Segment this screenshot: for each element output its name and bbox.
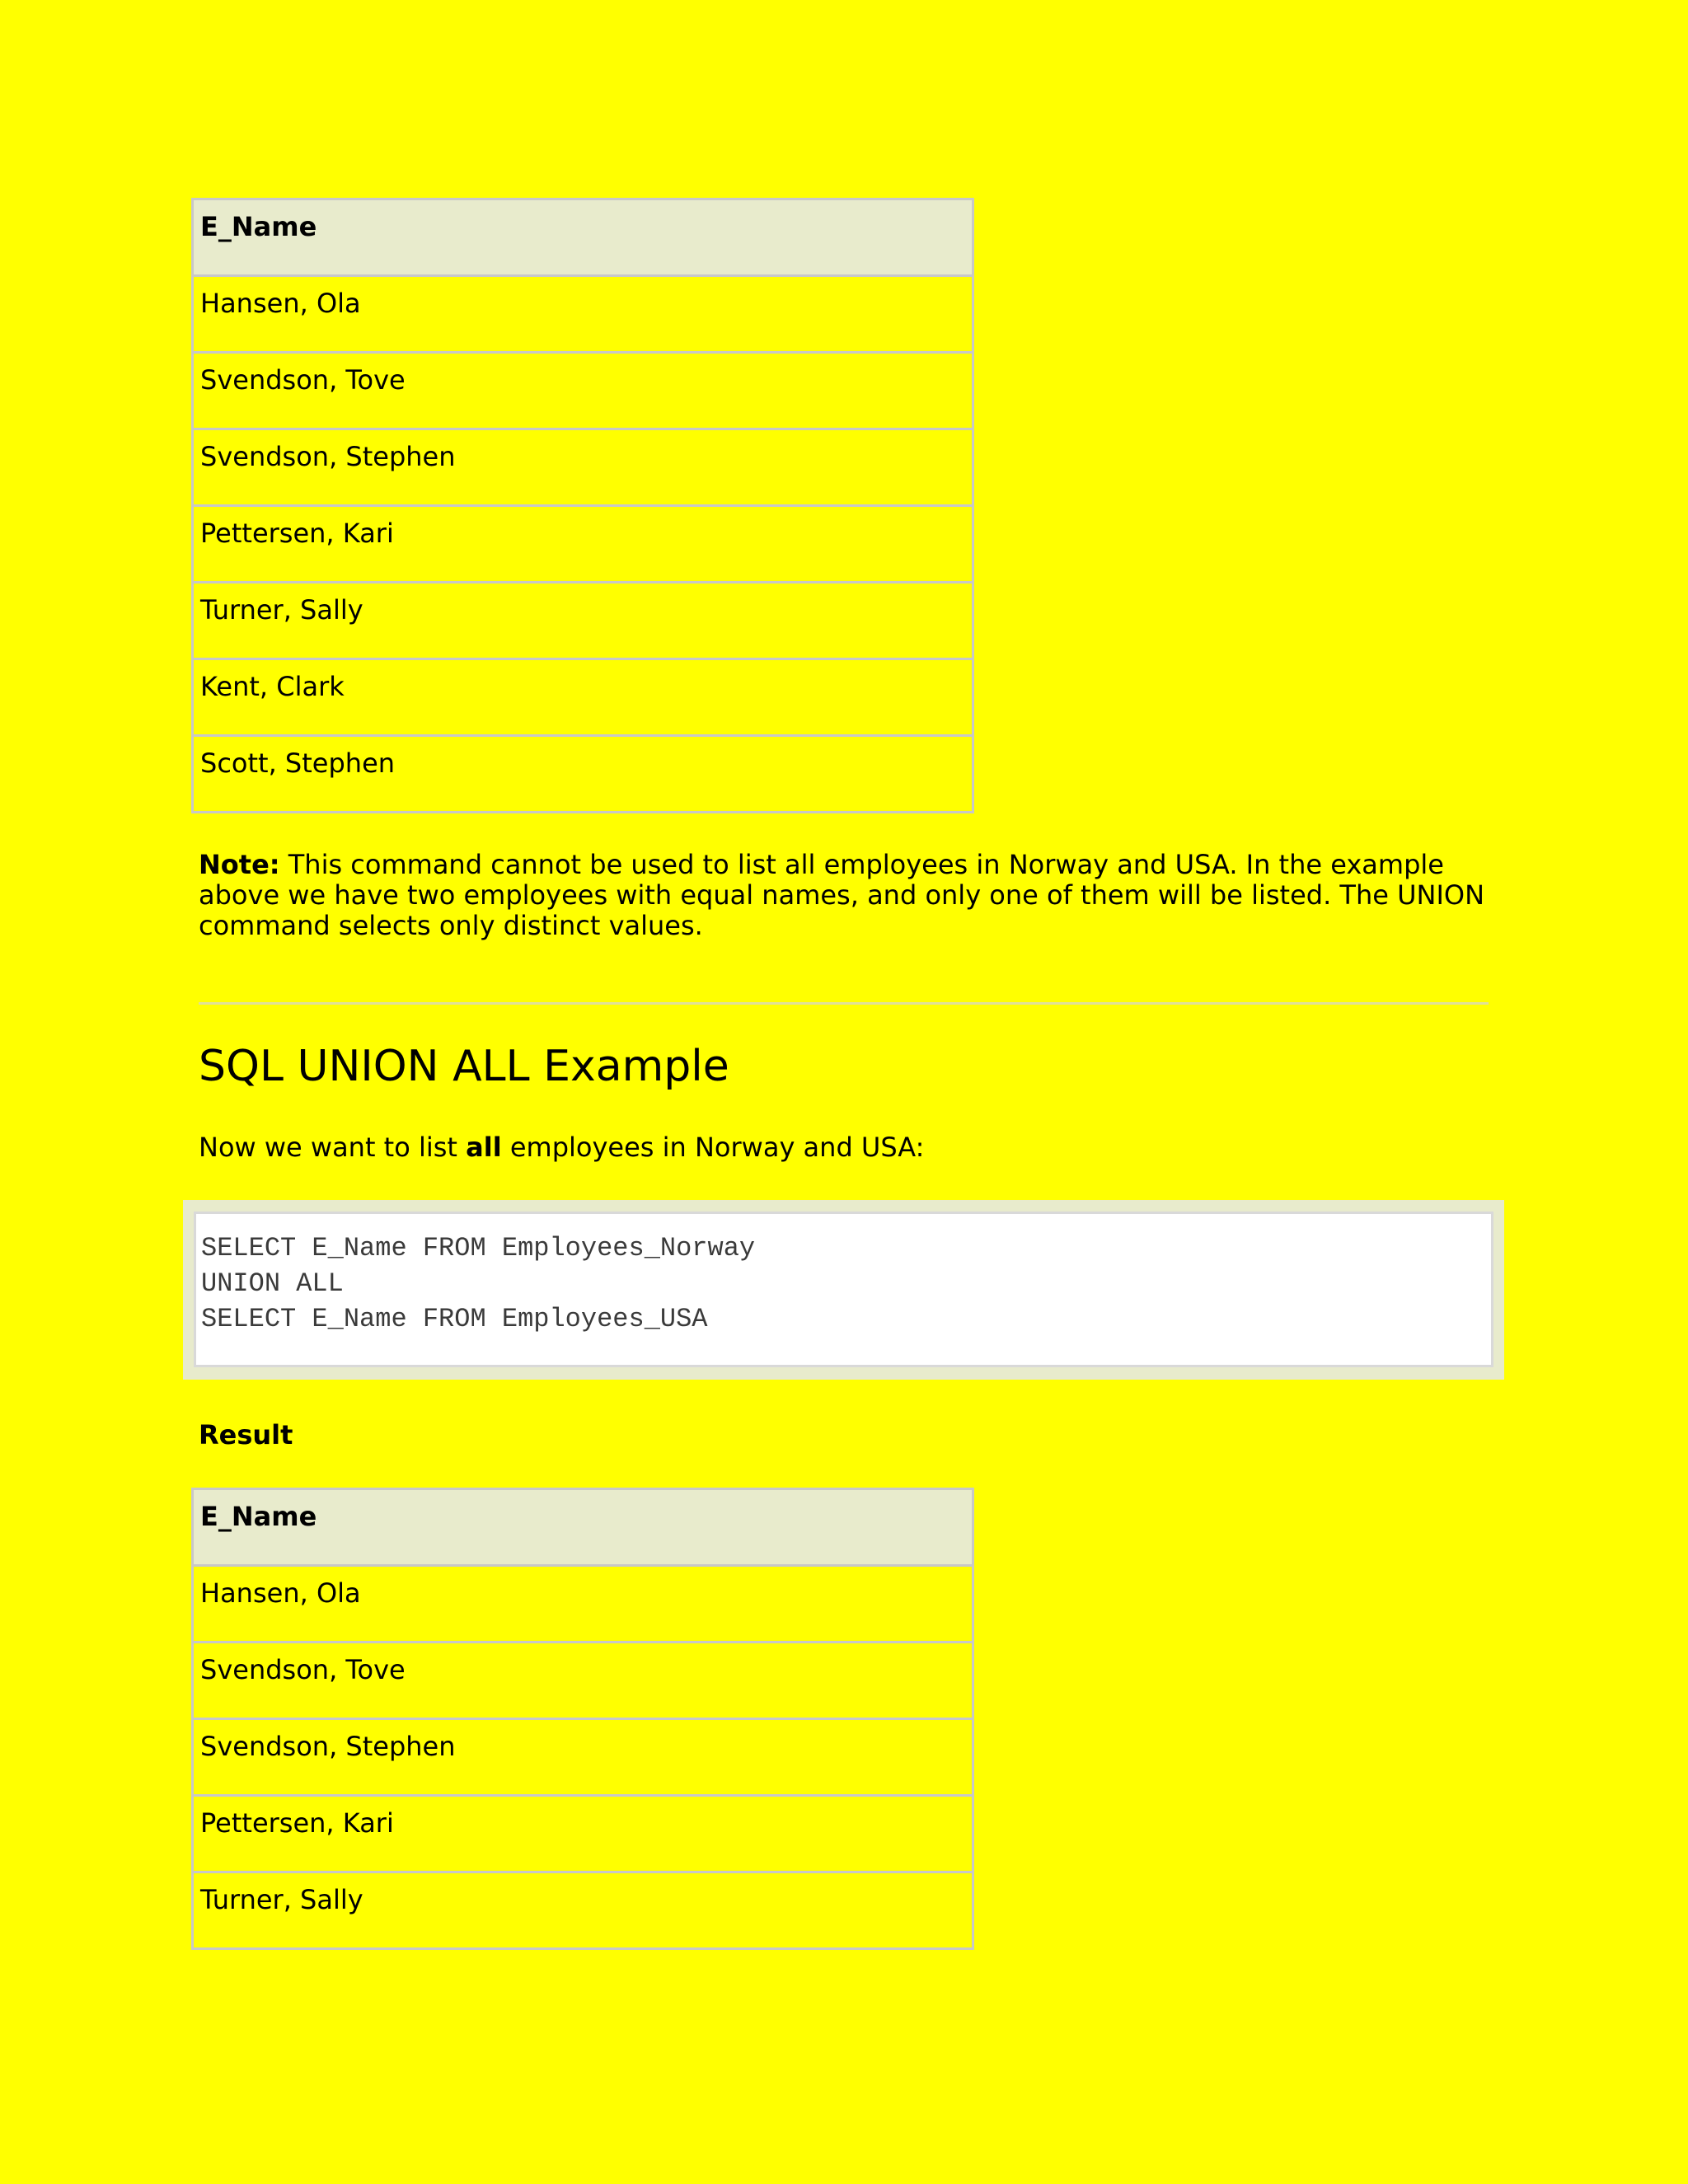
result-table-union-all: [191, 1488, 974, 1950]
intro-text-start: Now we want to list: [199, 1132, 467, 1163]
table-cell: Kent, Clark: [193, 659, 973, 736]
table-row: [193, 1872, 973, 1949]
note-paragraph: [199, 850, 1501, 941]
table-header-row: [193, 1489, 973, 1566]
intro-text-end: employees in Norway and USA:: [501, 1132, 925, 1163]
table-row: [193, 353, 973, 429]
table-cell: Turner, Sally: [193, 1872, 973, 1949]
table-row: [193, 1643, 973, 1719]
note-text: This command cannot be used to list all employees in Norway and USA. In the example above we have two employees with equal names, and only one of them will be listed. The UNION command selects only distinct values.: [199, 849, 1485, 941]
code-line: UNION ALL: [201, 1268, 344, 1299]
result-table-union: [191, 198, 974, 813]
table-row: [193, 506, 973, 583]
table-header-row: [193, 199, 973, 276]
table-cell: Svendson, Tove: [193, 353, 973, 429]
column-header-e-name: E_Name: [193, 1489, 973, 1566]
intro-paragraph: [199, 1131, 924, 1164]
table-row: [193, 429, 973, 506]
table-cell: Svendson, Stephen: [193, 1719, 973, 1796]
code-example-box: [194, 1212, 1493, 1367]
code-line: SELECT E_Name FROM Employees_Norway: [201, 1233, 756, 1263]
table-cell: Hansen, Ola: [193, 1566, 973, 1643]
code-example-frame: [183, 1200, 1504, 1380]
table-row: [193, 1796, 973, 1872]
table-row: [193, 659, 973, 736]
section-divider: [199, 1002, 1489, 1005]
table-row: [193, 736, 973, 813]
table-row: [193, 1719, 973, 1796]
table-cell: Hansen, Ola: [193, 276, 973, 353]
table-row: [193, 1566, 973, 1643]
table-row: [193, 583, 973, 659]
note-label: Note:: [199, 849, 280, 880]
table-cell: Svendson, Stephen: [193, 429, 973, 506]
table-cell: Svendson, Tove: [193, 1643, 973, 1719]
intro-text-bold: all: [466, 1132, 502, 1163]
code-line: SELECT E_Name FROM Employees_USA: [201, 1304, 708, 1334]
result-label: Result: [199, 1419, 293, 1451]
table-cell: Pettersen, Kari: [193, 1796, 973, 1872]
section-heading: SQL UNION ALL Example: [199, 1042, 729, 1091]
table-cell: Scott, Stephen: [193, 736, 973, 813]
table-cell: Turner, Sally: [193, 583, 973, 659]
table-cell: Pettersen, Kari: [193, 506, 973, 583]
column-header-e-name: E_Name: [193, 199, 973, 276]
table-row: [193, 276, 973, 353]
